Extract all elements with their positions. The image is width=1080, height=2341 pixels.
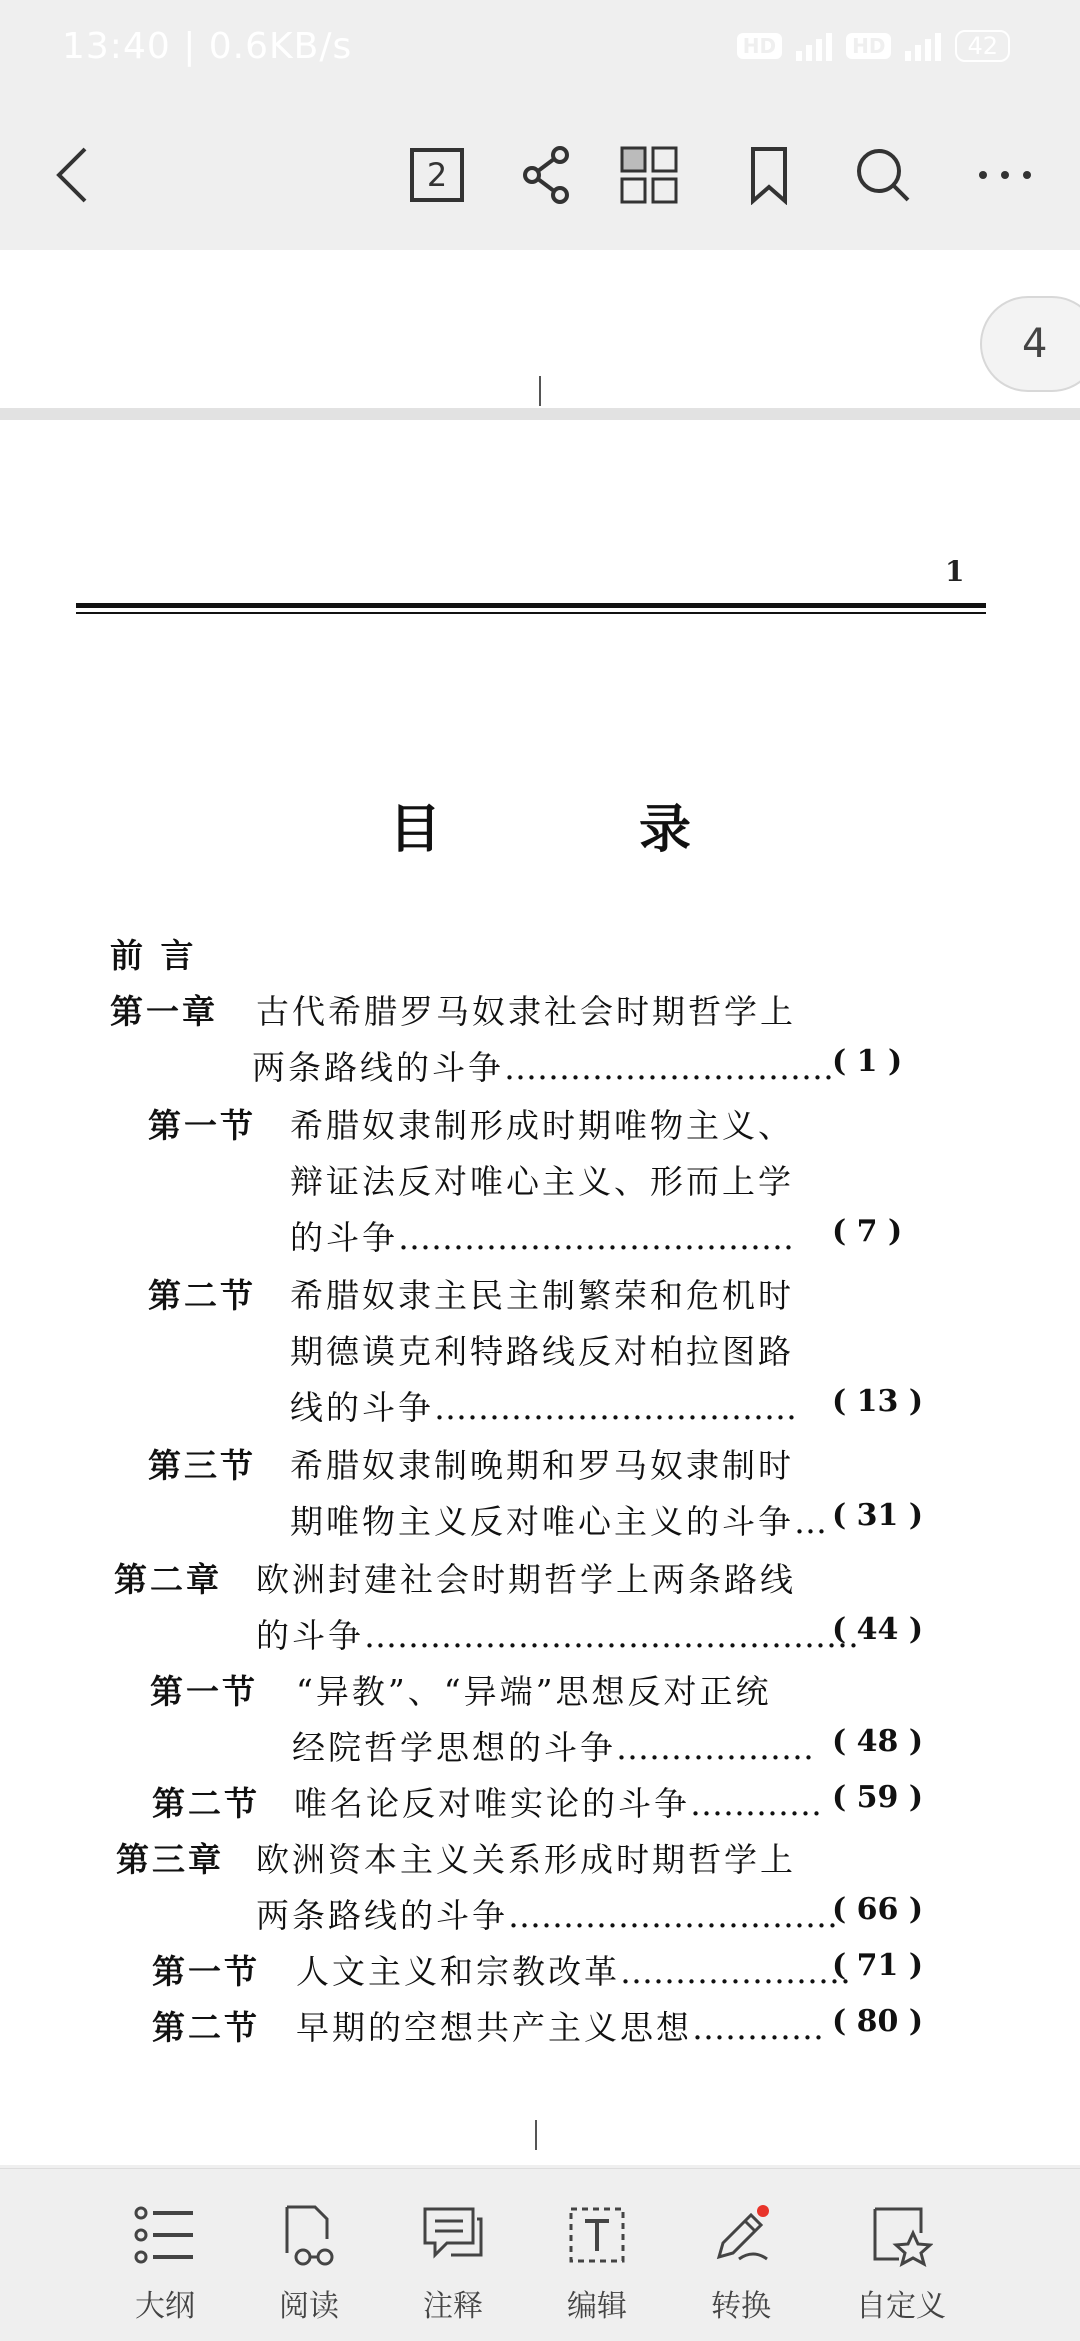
thumbnail-grid-button[interactable] [604, 130, 694, 220]
convert-tab[interactable] [676, 2203, 806, 2325]
hd-icon-2: HD [846, 33, 891, 59]
read-glasses-icon [277, 2203, 341, 2267]
back-arrow-icon [53, 145, 93, 205]
edit-tab[interactable] [532, 2203, 662, 2325]
document-view[interactable] [0, 250, 1080, 2165]
back-button[interactable] [28, 130, 118, 220]
toc-label: 第二节 [148, 1276, 256, 1315]
toc-label: 第三章 [116, 1840, 224, 1879]
outline-label: 大纲 [135, 2289, 195, 2324]
customize-label: 自定义 [856, 2289, 946, 2324]
edit-text-icon [565, 2203, 629, 2267]
status-time-speed: 13:40 | 0.6KB/s [62, 26, 353, 67]
bookmark-icon [749, 145, 789, 205]
toc-line: 两条路线的斗争………………………… [252, 1048, 834, 1087]
toc-line: 唯名论反对唯实论的斗争………… [294, 1784, 822, 1823]
toc-label: 第二节 [152, 2008, 260, 2047]
convert-label: 转换 [711, 2289, 771, 2324]
toc-label: 第一章 [110, 992, 218, 1031]
toc-line: 希腊奴隶主民主制繁荣和危机时 [290, 1276, 794, 1315]
customize-tab[interactable] [836, 2203, 966, 2325]
outline-tab[interactable] [100, 2203, 230, 2325]
search-icon [853, 145, 913, 205]
page-title: 目 录 [388, 799, 782, 860]
status-bar [0, 0, 1080, 100]
page-jump-button[interactable] [392, 130, 482, 220]
more-button[interactable] [960, 130, 1050, 220]
toc-line: “异教”、“异端”思想反对正统 [296, 1672, 772, 1711]
toc-line: 欧洲资本主义关系形成时期哲学上 [256, 1840, 796, 1879]
toc-page: ( 80 ) [832, 2004, 924, 2039]
page-number-badge[interactable]: 4 [980, 296, 1080, 392]
toc-line: 两条路线的斗争………………………… [256, 1896, 838, 1935]
toc-page: ( 31 ) [832, 1498, 924, 1533]
annotate-label: 注释 [423, 2289, 483, 2324]
toc-page: ( 13 ) [832, 1384, 924, 1419]
status-icons [737, 30, 1010, 62]
toc-line: 希腊奴隶制形成时期唯物主义、 [290, 1106, 794, 1145]
toc-line: 早期的空想共产主义思想………… [296, 2008, 824, 2047]
toc-line: 的斗争……………………………… [290, 1218, 794, 1257]
top-toolbar [0, 100, 1080, 250]
toc-label: 第二节 [152, 1784, 260, 1823]
more-icon [975, 165, 1035, 185]
page-indicator: 2 [410, 148, 464, 202]
toc-line: 人文主义和宗教改革………………… [296, 1952, 851, 1991]
signal-icon-2 [905, 31, 941, 61]
convert-pen-icon [709, 2203, 773, 2267]
page-tick-mark [539, 376, 541, 406]
toc-line: 辩证法反对唯心主义、形而上学 [290, 1162, 794, 1201]
edit-label: 编辑 [567, 2289, 627, 2324]
annotate-tab[interactable] [388, 2203, 518, 2325]
read-label: 阅读 [279, 2289, 339, 2324]
signal-icon [796, 31, 832, 61]
toc-line: 欧洲封建社会时期哲学上两条路线 [256, 1560, 796, 1599]
bookmark-button[interactable] [724, 130, 814, 220]
toc-label: 第三节 [148, 1446, 256, 1485]
header-rule-thin [76, 612, 986, 614]
toc-label: 第二章 [114, 1560, 222, 1599]
grid-icon [619, 145, 679, 205]
toc-page: ( 66 ) [832, 1892, 924, 1927]
toc-page: ( 7 ) [832, 1214, 903, 1249]
outline-list-icon [133, 2203, 197, 2267]
toc-line: 期德谟克利特路线反对柏拉图路 [290, 1332, 794, 1371]
share-icon [520, 145, 574, 205]
toc-page: ( 71 ) [832, 1948, 924, 1983]
toc-line: 的斗争……………………………………… [256, 1616, 859, 1655]
toc-label: 第一节 [152, 1952, 260, 1991]
battery-icon: 42 [955, 30, 1010, 62]
toc-line: 期唯物主义反对唯心主义的斗争… [290, 1502, 827, 1541]
toc-label: 第一节 [150, 1672, 258, 1711]
hd-icon: HD [737, 33, 782, 59]
toc-page: ( 44 ) [832, 1612, 924, 1647]
toc-page: ( 48 ) [832, 1724, 924, 1759]
toc-line: 线的斗争…………………………… [290, 1388, 797, 1427]
customize-star-icon [869, 2203, 933, 2267]
header-rule [76, 603, 986, 608]
bottom-toolbar [0, 2168, 1080, 2341]
toc-page: ( 59 ) [832, 1780, 924, 1815]
toc-line: 经院哲学思想的斗争……………… [292, 1728, 814, 1767]
toc-page: ( 1 ) [832, 1044, 903, 1079]
toc-line: 希腊奴隶制晚期和罗马奴隶制时 [290, 1446, 794, 1485]
printed-page-number: 1 [945, 555, 965, 588]
toc-label-preface: 前 言 [110, 936, 197, 975]
read-tab[interactable] [244, 2203, 374, 2325]
search-button[interactable] [838, 130, 928, 220]
share-button[interactable] [502, 130, 592, 220]
toc-line: 古代希腊罗马奴隶社会时期哲学上 [256, 992, 796, 1031]
toc-label: 第一节 [148, 1106, 256, 1145]
page-tick-mark-bottom [535, 2120, 537, 2150]
page-separator [0, 408, 1080, 420]
annotate-comment-icon [421, 2203, 485, 2267]
